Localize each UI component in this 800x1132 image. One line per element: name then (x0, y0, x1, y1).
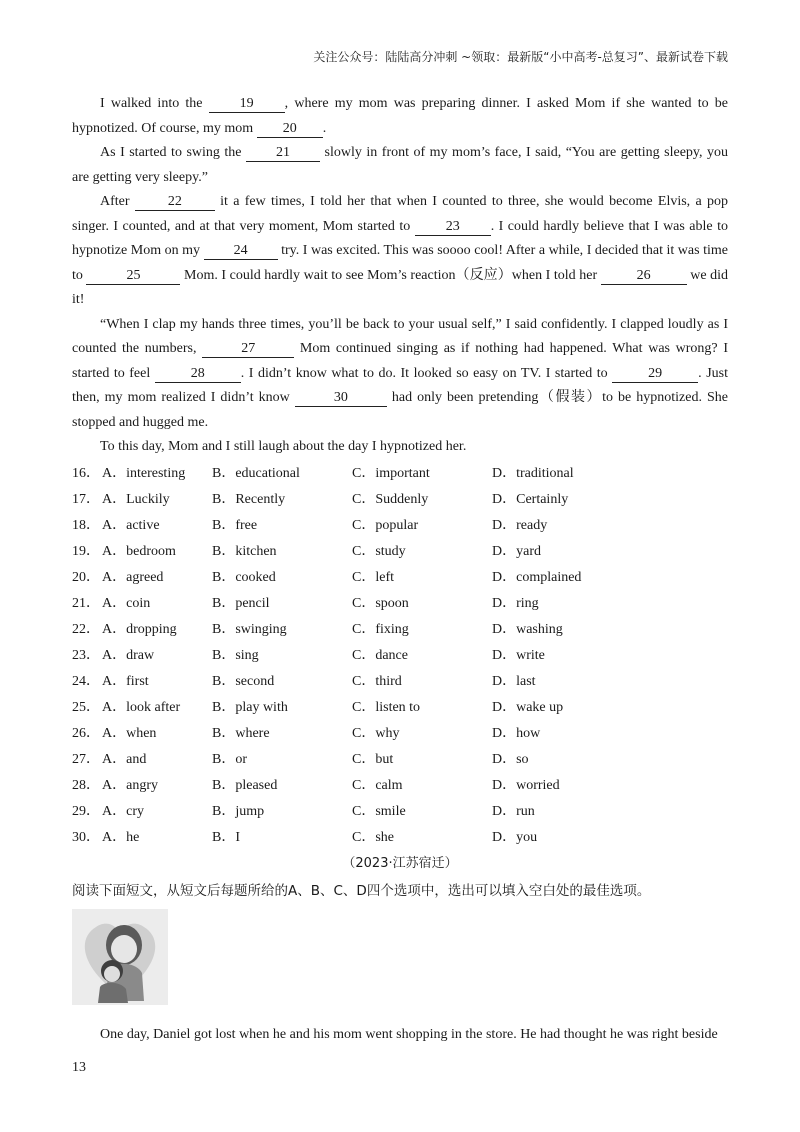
passage-paragraph-5: To this day, Mom and I still laugh about the day I hypnotized her. (100, 439, 467, 454)
option-c: C．listen to (352, 699, 421, 715)
text: it a few times, I told her that when I counted to three, she would become Elvis, a pop singer. I counted, and at that very moment, Mom started to (72, 194, 728, 234)
option-b: B．pleased (212, 777, 278, 793)
option-d: D．how (492, 725, 541, 741)
option-a: A．dropping (102, 621, 177, 637)
option-a: A．and (102, 751, 147, 767)
option-row-26 (72, 721, 728, 747)
page-number: 13 (72, 1060, 86, 1075)
option-a: A．angry (102, 777, 158, 793)
option-c: C．calm (352, 777, 403, 793)
option-b: B．pencil (212, 595, 270, 611)
option-b: B．or (212, 751, 247, 767)
question-number: 18． (72, 517, 100, 533)
option-a: A．interesting (102, 465, 186, 481)
option-c: C．she (352, 829, 394, 845)
option-d: D．write (492, 647, 545, 663)
option-d: D．Certainly (492, 491, 569, 507)
passage-paragraph-1 (72, 92, 728, 141)
text: try. I was excited. This was soooo cool! After a while, I decided that it was time to (72, 243, 728, 283)
option-c: C．Suddenly (352, 491, 429, 507)
option-row-21 (72, 591, 728, 617)
question-number: 19． (72, 543, 100, 559)
text: As I started to swing the (100, 145, 247, 160)
question-number: 22． (72, 621, 100, 637)
question-number: 28． (72, 777, 100, 793)
question-number: 17． (72, 491, 100, 507)
option-d: D．wake up (492, 699, 564, 715)
text: had only been pretending（假装）to be hypnotized. She stopped and hugged me. (72, 390, 728, 430)
option-d: D．complained (492, 569, 582, 585)
text: “When I clap my hands three times, you’ll be back to your usual self,” I said confidently. I clapped loudly as I counted the numbers, (72, 316, 728, 356)
blank-24: 24 (204, 243, 278, 260)
option-c: C．spoon (352, 595, 409, 611)
passage-paragraph-2 (72, 141, 728, 190)
page-header: 关注公众号：陆陆高分冲刺 ~领取：最新版“小中高考-总复习”、最新试卷下载 (313, 50, 728, 64)
option-c: C．dance (352, 647, 408, 663)
instructions: 阅读下面短文，从短文后每题所给的A、B、C、D四个选项中，选出可以填入空白处的最佳选项。 (72, 882, 651, 899)
option-a: A．he (102, 829, 140, 845)
text: . (322, 120, 327, 136)
text: we did it! (72, 267, 729, 307)
option-a: A．coin (102, 595, 151, 611)
option-c: C．smile (352, 803, 406, 819)
option-d: D．ring (492, 595, 539, 611)
passage-paragraph-4 (72, 313, 728, 436)
blank-29: 29 (612, 366, 698, 383)
option-c: C．important (352, 465, 430, 481)
question-number: 30． (72, 829, 100, 845)
option-b: B．swinging (212, 621, 287, 637)
text: Mom continued singing as if nothing had happened. What was wrong? I started to feel (72, 341, 728, 381)
option-c: C．study (352, 543, 406, 559)
question-number: 26． (72, 725, 100, 741)
blank-27: 27 (202, 341, 294, 358)
option-d: D．you (492, 829, 538, 845)
option-a: A．Luckily (102, 491, 170, 507)
option-row-17 (72, 487, 728, 513)
question-number: 23． (72, 647, 100, 663)
option-b: B．kitchen (212, 543, 277, 559)
option-d: D．yard (492, 543, 541, 559)
blank-26: 26 (601, 268, 687, 285)
blank-22: 22 (135, 194, 215, 211)
text: After (100, 194, 135, 209)
option-row-22 (72, 617, 728, 643)
blank-21: 21 (246, 145, 320, 162)
question-number: 21． (72, 595, 100, 611)
option-row-27 (72, 747, 728, 773)
option-a: A．bedroom (102, 543, 176, 559)
text: Mom. I could hardly wait to see Mom’s reaction（反应）when I told her (180, 267, 601, 283)
option-c: C．left (352, 569, 394, 585)
option-b: B．play with (212, 699, 288, 715)
text: slowly in front of my mom’s face, I said, “You are getting sleepy, you are getting very sleepy.” (72, 145, 728, 185)
option-b: B．I (212, 829, 240, 845)
option-c: C．why (352, 725, 400, 741)
text: . I could hardly believe that I was able to hypnotize Mom on my (72, 218, 728, 258)
option-row-23 (72, 643, 728, 669)
source-label: （2023·江苏宿迁） (342, 855, 458, 871)
option-a: A．active (102, 517, 160, 533)
option-b: B．Recently (212, 491, 286, 507)
blank-20: 20 (257, 121, 323, 138)
question-number: 20． (72, 569, 100, 585)
option-row-19 (72, 539, 728, 565)
passage-paragraph-3 (72, 190, 728, 313)
option-d: D．run (492, 803, 535, 819)
text: I walked into the (100, 96, 209, 111)
option-b: B．sing (212, 647, 259, 663)
page-content (72, 92, 728, 1061)
option-row-16 (72, 461, 728, 487)
mother-child-illustration (72, 909, 168, 1005)
option-c: C．fixing (352, 621, 409, 637)
option-row-30 (72, 825, 728, 851)
option-b: B．educational (212, 465, 300, 481)
question-number: 27． (72, 751, 100, 767)
option-b: B．second (212, 673, 275, 689)
text: . I didn’t know what to do. It looked so easy on TV. I started to (240, 365, 613, 381)
option-b: B．cooked (212, 569, 276, 585)
option-d: D．washing (492, 621, 563, 637)
text: , where my mom was preparing dinner. I asked Mom if she wanted to be hypnotized. Of course, my mom (72, 96, 728, 136)
option-c: C．but (352, 751, 394, 767)
question-number: 16． (72, 465, 100, 481)
options-list (72, 461, 728, 851)
blank-23: 23 (415, 219, 491, 236)
option-a: A．draw (102, 647, 155, 663)
option-a: A．agreed (102, 569, 164, 585)
option-a: A．cry (102, 803, 144, 819)
option-d: D．worried (492, 777, 560, 793)
option-d: D．ready (492, 517, 548, 533)
blank-25: 25 (86, 268, 180, 285)
option-row-25 (72, 695, 728, 721)
option-row-28 (72, 773, 728, 799)
option-a: A．first (102, 673, 149, 689)
option-d: D．so (492, 751, 529, 767)
question-number: 24． (72, 673, 100, 689)
question-number: 29． (72, 803, 100, 819)
blank-30: 30 (295, 390, 387, 407)
option-b: B．free (212, 517, 258, 533)
option-row-20 (72, 565, 728, 591)
option-b: B．where (212, 725, 270, 741)
option-d: D．traditional (492, 465, 574, 481)
text: . Just then, my mom realized I didn’t know (72, 365, 728, 405)
option-c: C．popular (352, 517, 419, 533)
blank-28: 28 (155, 366, 241, 383)
option-a: A．look after (102, 699, 181, 715)
option-c: C．third (352, 673, 402, 689)
option-a: A．when (102, 725, 157, 741)
option-d: D．last (492, 673, 536, 689)
option-row-18 (72, 513, 728, 539)
option-row-29 (72, 799, 728, 825)
question-number: 25． (72, 699, 100, 715)
blank-19: 19 (209, 96, 285, 113)
option-row-24 (72, 669, 728, 695)
option-b: B．jump (212, 803, 265, 819)
next-passage-paragraph: One day, Daniel got lost when he and his mom went shopping in the store. He had thought he was right beside (100, 1026, 718, 1042)
